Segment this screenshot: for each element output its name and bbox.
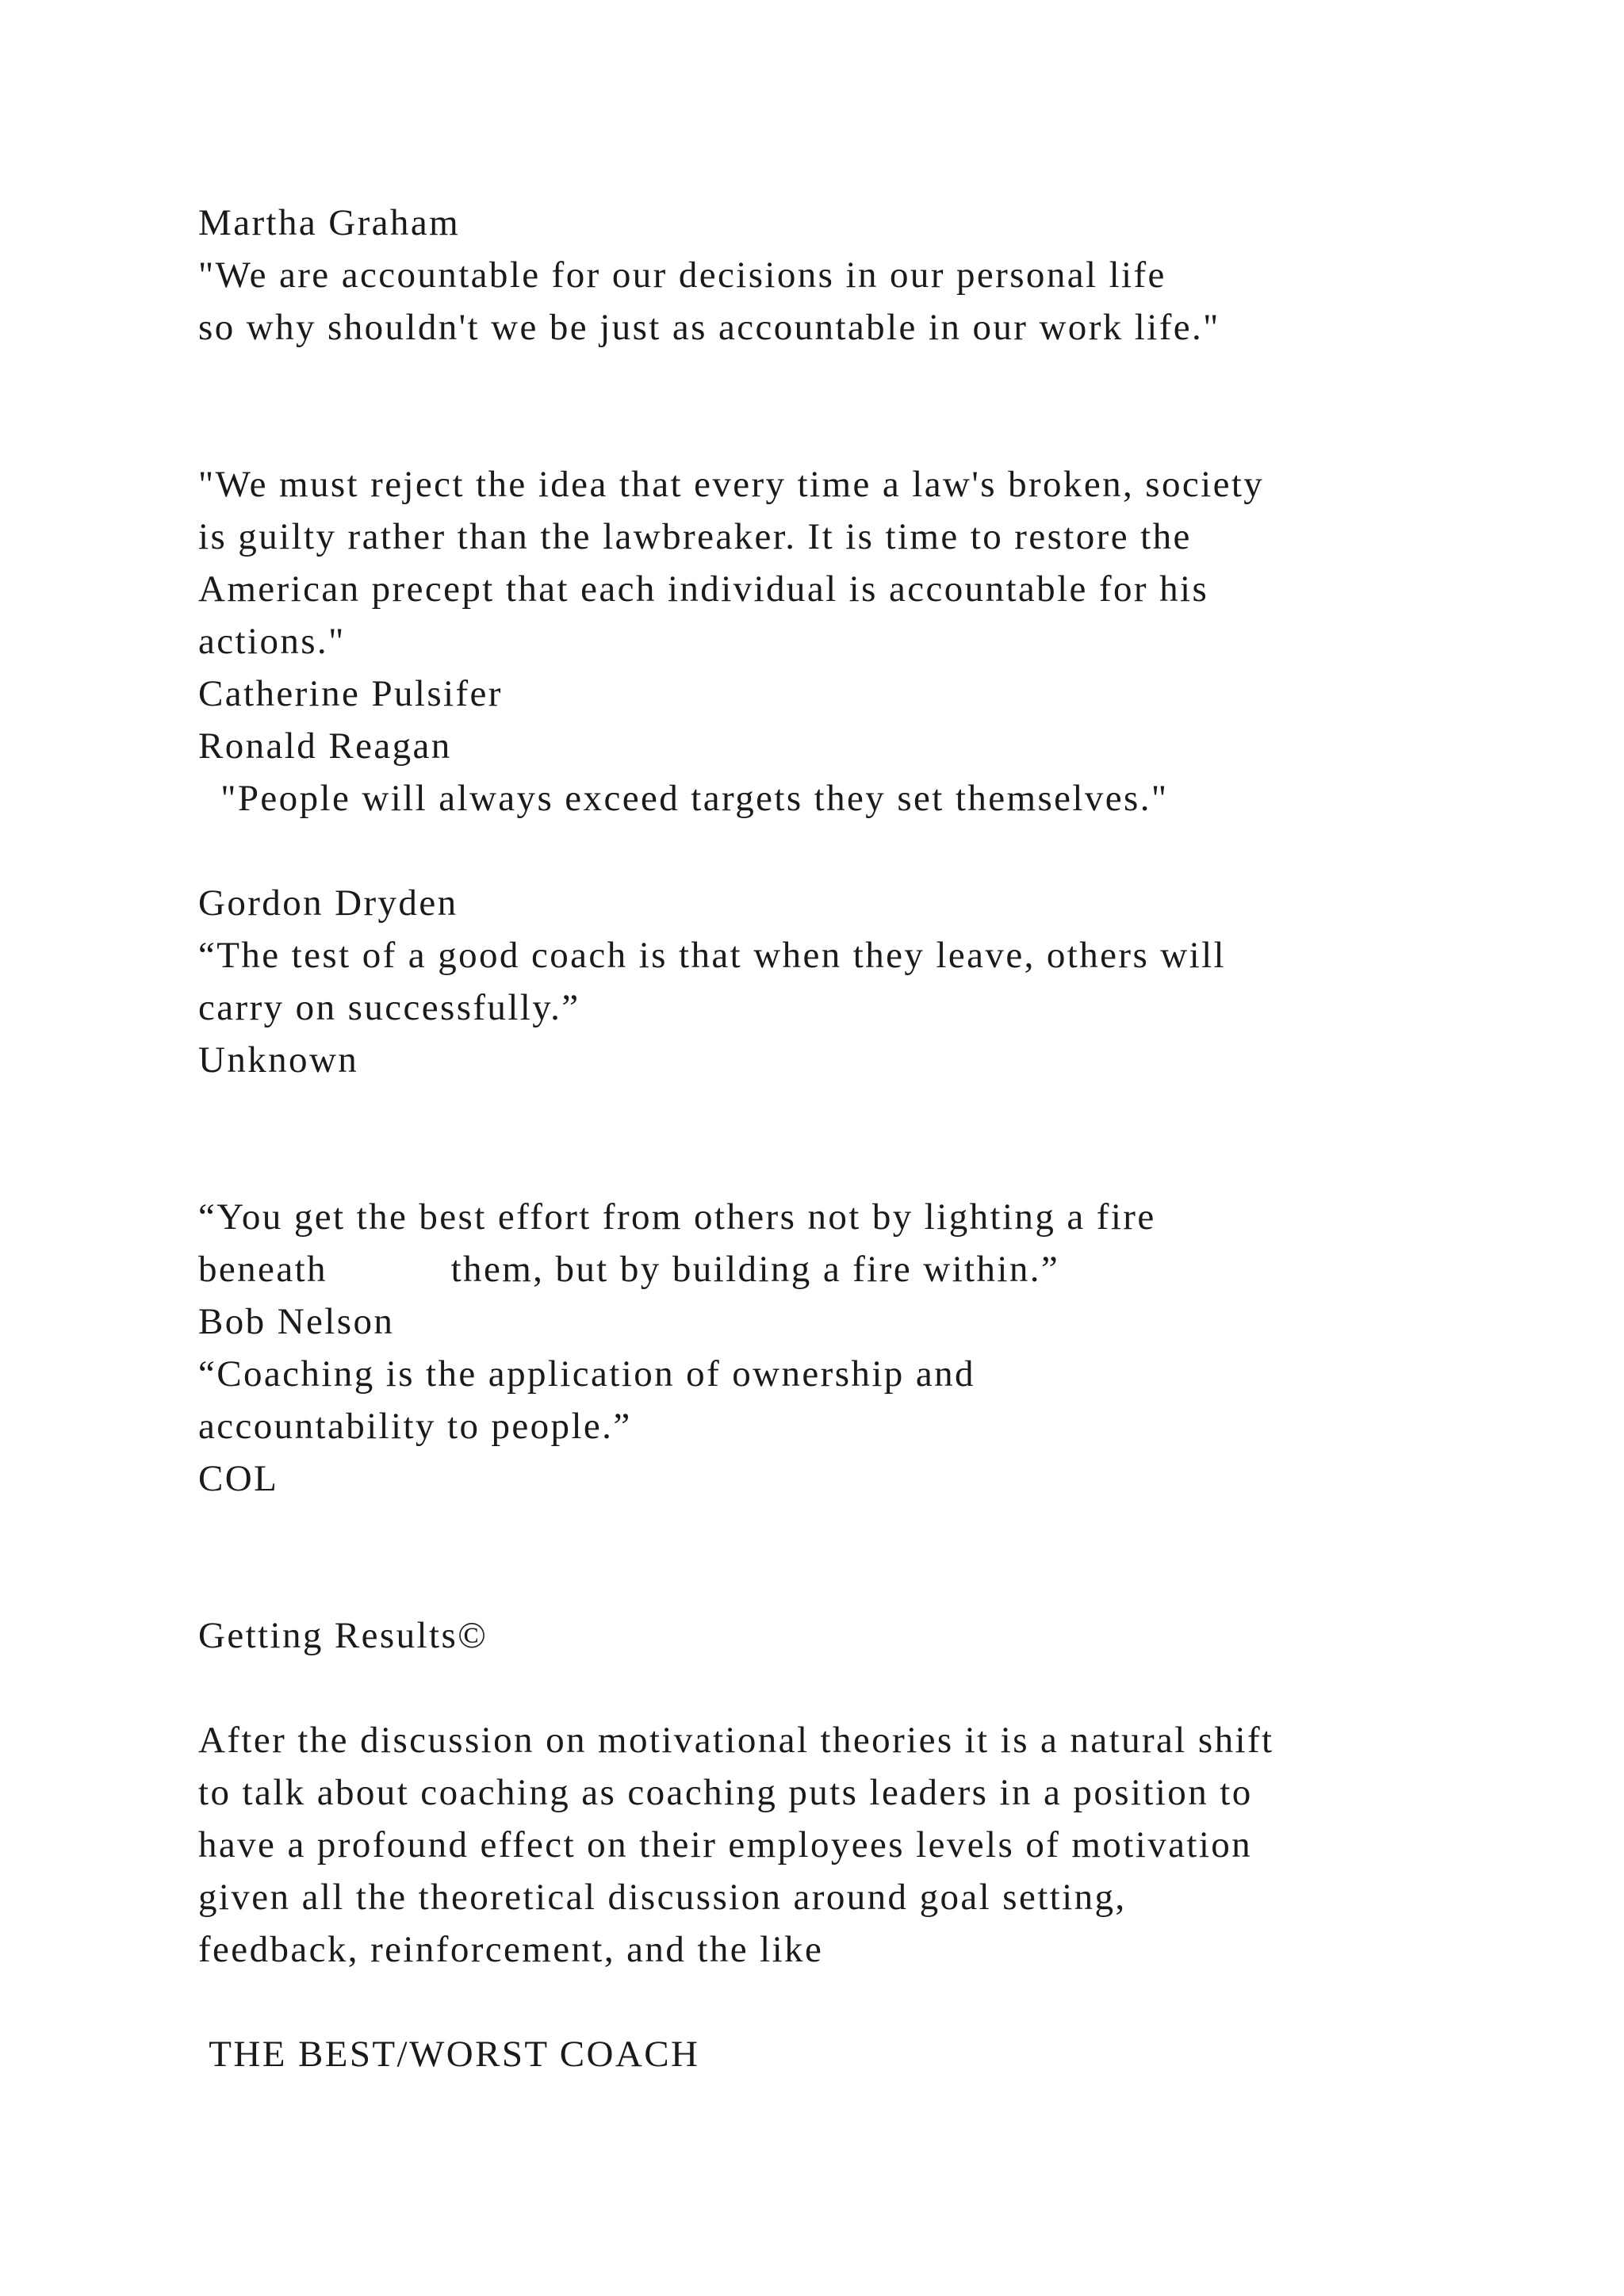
- quote-text-line: American precept that each individual is accountable for his: [198, 568, 1209, 610]
- quote-text-line: “Coaching is the application of ownership and: [198, 1353, 975, 1395]
- quote-author: Catherine Pulsifer: [198, 673, 503, 714]
- body-paragraph-line: After the discussion on motivational theories it is a natural shift: [198, 1720, 1274, 1761]
- quote-text-line: actions.": [198, 621, 346, 662]
- quote-author: Bob Nelson: [198, 1301, 395, 1342]
- quote-text-line: accountability to people.”: [198, 1406, 632, 1447]
- quote-text-line: carry on successfully.”: [198, 987, 580, 1028]
- quote-text-line: beneath them, but by building a fire within.”: [198, 1249, 1060, 1290]
- section-heading: THE BEST/WORST COACH: [198, 2034, 700, 2075]
- quote-text-line: “The test of a good coach is that when they leave, others will: [198, 935, 1227, 976]
- body-paragraph-line: feedback, reinforcement, and the like: [198, 1929, 824, 1970]
- quote-text-line: is guilty rather than the lawbreaker. It is time to restore the: [198, 516, 1192, 557]
- quote-author: Martha Graham: [198, 202, 461, 243]
- quote-author: COL: [198, 1458, 279, 1499]
- quote-text-line: "We are accountable for our decisions in our personal life: [198, 254, 1166, 296]
- quote-author: Gordon Dryden: [198, 882, 458, 924]
- body-paragraph-line: given all the theoretical discussion around goal setting,: [198, 1877, 1127, 1918]
- quote-author: Ronald Reagan: [198, 725, 452, 767]
- quote-text-line: "People will always exceed targets they set themselves.": [198, 778, 1169, 819]
- body-paragraph-line: to talk about coaching as coaching puts leaders in a position to: [198, 1772, 1253, 1813]
- quote-text-line: "We must reject the idea that every time a law's broken, society: [198, 464, 1265, 505]
- quote-text-line: so why shouldn't we be just as accountable in our work life.": [198, 307, 1220, 348]
- body-paragraph-line: have a profound effect on their employees levels of motivation: [198, 1824, 1253, 1866]
- quote-author: Unknown: [198, 1039, 359, 1081]
- quote-text-line: “You get the best effort from others not by lighting a fire: [198, 1196, 1156, 1238]
- section-heading: Getting Results©: [198, 1615, 488, 1656]
